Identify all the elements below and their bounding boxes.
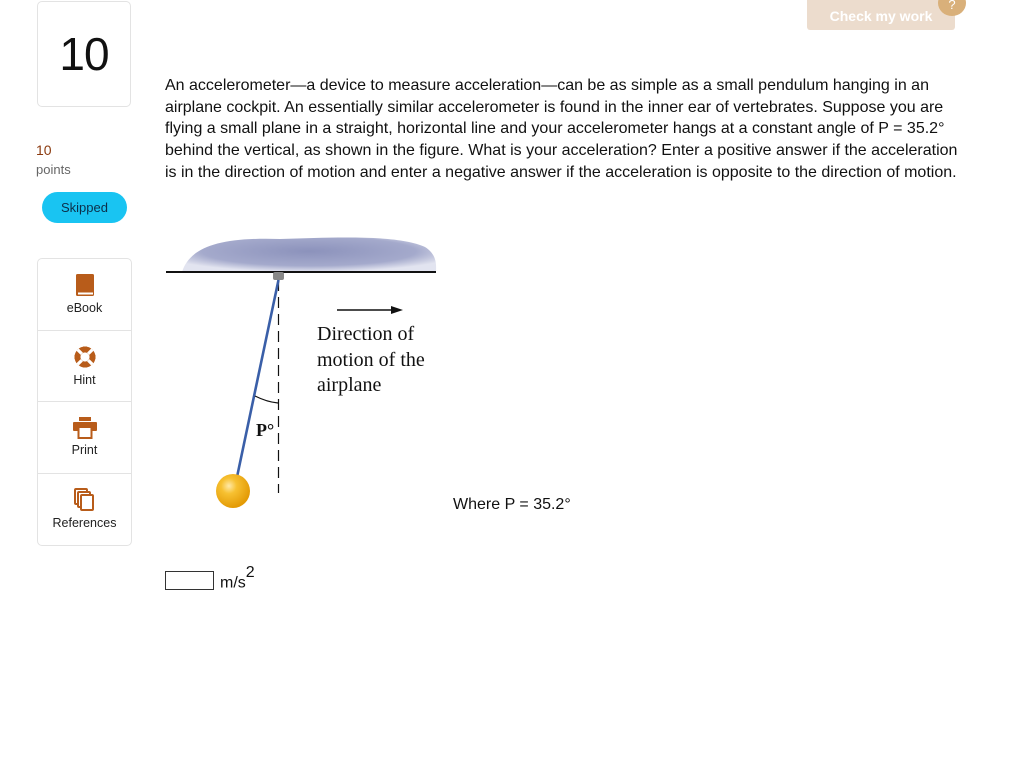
answer-unit <box>220 564 255 592</box>
hint-label: Hint <box>73 372 96 387</box>
help-badge[interactable]: ? <box>938 0 966 16</box>
pendulum-bob <box>216 474 250 508</box>
status-badge[interactable]: Skipped <box>42 192 127 223</box>
print-label: Print <box>71 443 98 458</box>
direction-label-line: Direction of <box>317 323 415 345</box>
printer-icon <box>73 417 97 439</box>
tools-panel <box>37 258 132 546</box>
points-label: points <box>36 162 71 177</box>
references-button[interactable] <box>38 474 131 546</box>
angle-label: P° <box>256 420 275 440</box>
pendulum-rod <box>237 280 279 477</box>
book-icon <box>75 273 95 297</box>
direction-label <box>317 322 425 399</box>
copy-documents-icon <box>74 488 96 512</box>
points-value: 10 <box>36 142 52 158</box>
ebook-label: eBook <box>66 301 103 316</box>
question-number: 10 <box>59 28 109 80</box>
question-text: An accelerometer—a device to measure acceleration—can be as simple as a small pendulum hanging in an airplane cockpit. An essentially similar accelerometer is found in the inner ear of vertebrates. Suppose you are flying a small plane in a straight, horizontal line and your accelerometer hangs at a constant angle of P = 35.2° behind the vertical, as shown in the figure. What is your acceleration? Enter a positive answer if the acceleration is in the direction of motion and enter a negative answer if the acceleration is opposite to the direction of motion. <box>165 77 958 181</box>
direction-arrow-head <box>391 306 403 314</box>
unit-exponent: 2 <box>245 564 255 581</box>
print-button[interactable] <box>38 402 131 474</box>
direction-label-line: motion of the <box>317 348 425 371</box>
angle-arc <box>255 396 278 403</box>
where-p-text: Where P = 35.2° <box>453 496 571 513</box>
check-my-work-button[interactable]: Check my work <box>807 0 955 30</box>
hint-button[interactable] <box>38 331 131 403</box>
unit-base: m/s <box>220 574 246 592</box>
ceiling-shading <box>182 237 436 272</box>
lifebuoy-icon <box>73 345 97 369</box>
direction-label-line: airplane <box>317 374 382 396</box>
ebook-button[interactable] <box>38 259 131 331</box>
question-number-box <box>37 1 131 107</box>
answer-input[interactable] <box>165 571 214 590</box>
references-label: References <box>52 516 117 531</box>
pivot-mount <box>273 272 284 280</box>
